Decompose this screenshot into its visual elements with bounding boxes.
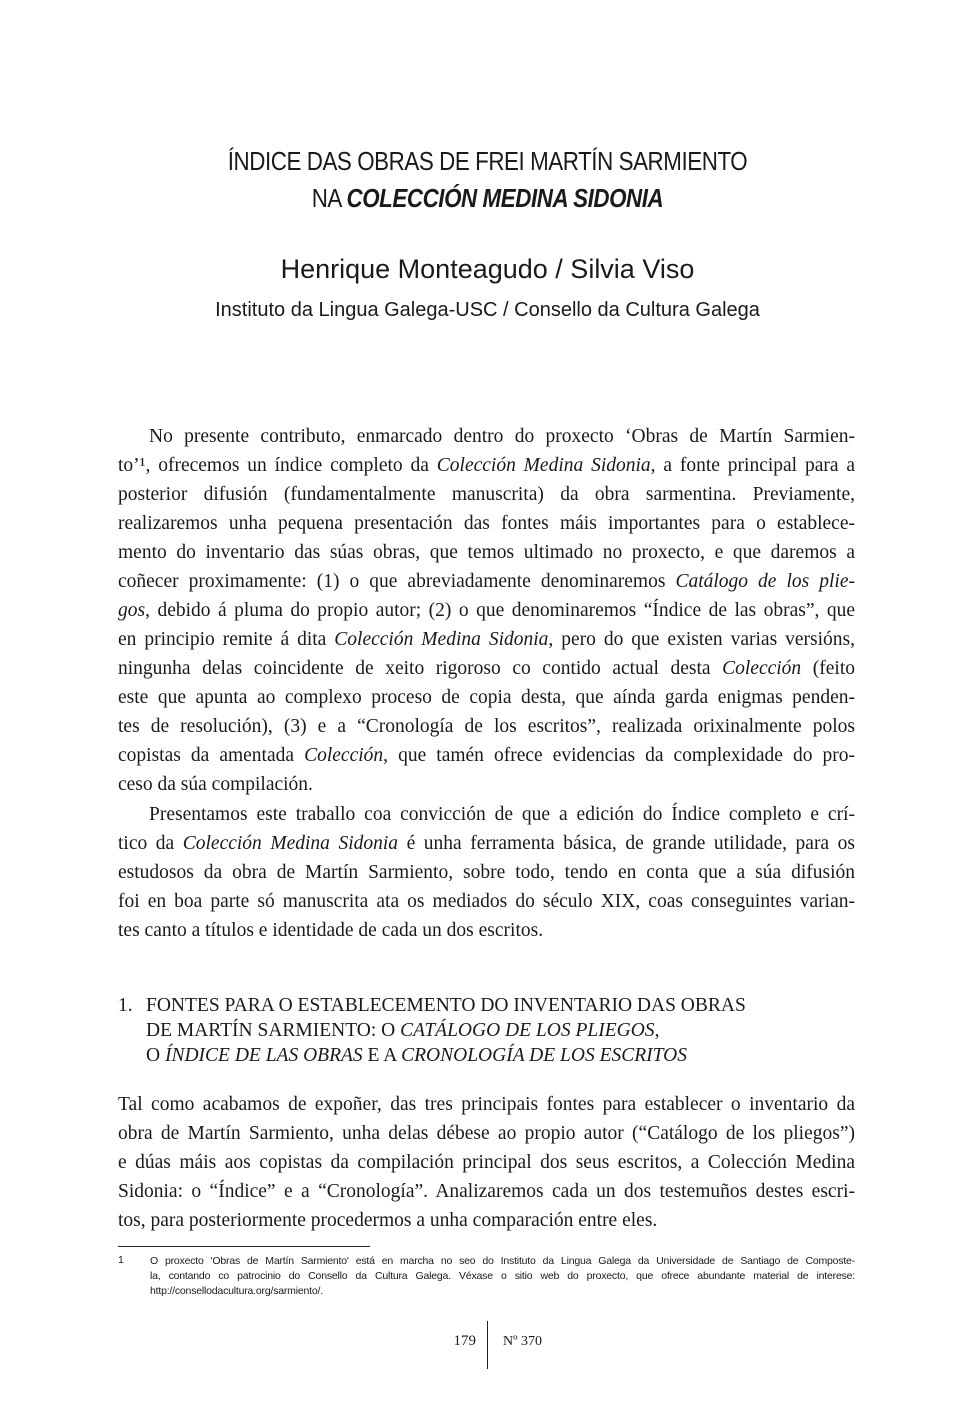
- text-run: realizaremos unha pequena presentación das fontes máis importantes para o establece-: [118, 513, 855, 534]
- paragraph-line: [118, 567, 855, 596]
- footnote-link[interactable]: http://consellodacultura.org/sarmiento/.: [150, 1285, 323, 1297]
- paragraph-line: [118, 916, 855, 945]
- text-run: E A: [362, 1045, 402, 1066]
- footnote-line: O proxecto 'Obras de Martín Sarmiento' está en marcha no seo do Instituto da Lingua Galega da Universidade de Santiago de Composte-: [150, 1255, 855, 1267]
- italic-text: ÍNDICE DE LAS OBRAS: [164, 1045, 363, 1066]
- title-line-2: [68, 183, 907, 214]
- text-run: Presentamos este traballo coa convicción de que a edición do Índice completo e crí-: [149, 804, 855, 825]
- paragraph-line: [118, 770, 855, 799]
- paragraph-line: [118, 712, 855, 741]
- section-heading-line: [146, 1043, 687, 1068]
- text-run: FONTES PARA O ESTABLECEMENTO DO INVENTARIO DAS OBRAS: [146, 995, 746, 1016]
- paragraph-line: [118, 858, 855, 887]
- authors: Henrique Monteagudo / Silvia Viso: [280, 254, 695, 284]
- paragraph-line: [118, 1148, 855, 1177]
- text-run: foi en boa parte só manuscrita ata os mediados do século XIX, coas conseguintes varian-: [118, 891, 855, 912]
- title-line-1: ÍNDICE DAS OBRAS DE FREI MARTÍN SARMIENTO: [227, 146, 748, 176]
- paragraph-line: [118, 1090, 855, 1119]
- page-number: 179: [453, 1333, 476, 1349]
- italic-text: CATÁLOGO DE LOS PLIEGOS: [400, 1020, 655, 1041]
- italic-text: CRONOLOGÍA DE LOS ESCRITOS: [401, 1045, 687, 1066]
- text-run: O: [146, 1045, 165, 1066]
- footnote-line: la, contando co patrocinio do Consello da Cultura Galega. Véxase o sitio web do proxecto, que ofrece abundante material de interese:: [150, 1270, 855, 1282]
- paragraph-line: [118, 480, 855, 509]
- text-run: obra de Martín Sarmiento, unha delas débese ao propio autor (“Catálogo de los pliegos”): [118, 1123, 855, 1144]
- text-run: tico da: [118, 833, 183, 854]
- text-run: ningunha delas coincidente de xeito rigoroso co contido actual desta: [118, 658, 723, 679]
- italic-text: Colección: [722, 658, 802, 679]
- text-run: , a fonte principal para a: [650, 455, 855, 476]
- text-run: DE MARTÍN SARMIENTO: O: [146, 1020, 401, 1041]
- text-run: estudosos da obra de Martín Sarmiento, sobre todo, tendo en conta que a súa difusión: [118, 862, 855, 883]
- text-run: este que apunta ao complexo proceso de copia desta, que aínda garda enigmas penden-: [118, 687, 855, 708]
- footnote-rule: [118, 1246, 370, 1247]
- section-heading-line: [146, 1018, 659, 1043]
- paragraph-line: [118, 625, 855, 654]
- text-run: ceso da súa compilación.: [118, 774, 313, 795]
- text-run: tes canto a títulos e identidade de cada un dos escritos.: [118, 920, 544, 941]
- italic-text: Colección: [304, 745, 384, 766]
- text-run: ,: [654, 1020, 660, 1041]
- paragraph-line: [118, 683, 855, 712]
- affiliation: Instituto da Lingua Galega-USC / Consello da Cultura Galega: [215, 299, 760, 321]
- title-italic: COLECCIÓN MEDINA SIDONIA: [346, 183, 664, 213]
- paragraph-line: [118, 538, 855, 567]
- paragraph-line: [118, 451, 855, 480]
- text-run: , debido á pluma do propio autor; (2) o que denominaremos “Índice de las obras”, que: [145, 600, 855, 621]
- text-run: to’¹, ofrecemos un índice completo da: [118, 455, 437, 476]
- italic-text: gos: [118, 600, 146, 621]
- paragraph-line: [118, 829, 855, 858]
- issue-number: Nº 370: [503, 1334, 542, 1349]
- text-run: e dúas máis aos copistas da compilación principal dos seus escritos, a Colección Medina: [118, 1152, 855, 1173]
- text-run: coñecer proximamente: (1) o que abreviadamente denominaremos: [118, 571, 676, 592]
- text-run: copistas da amentada: [118, 745, 305, 766]
- paragraph-line: [118, 887, 855, 916]
- text-run: mento do inventario das súas obras, que temos ultimado no proxecto, e que daremos a: [118, 542, 855, 563]
- text-run: posterior difusión (fundamentalmente manuscrita) da obra sarmentina. Previamente,: [118, 484, 855, 505]
- paragraph-line: [118, 654, 855, 683]
- text-run: en principio remite á dita: [118, 629, 335, 650]
- text-run: Sidonia: o “Índice” e a “Cronología”. Analizaremos cada un dos testemuños destes escri-: [118, 1181, 855, 1202]
- italic-text: Colección Medina Sidonia: [334, 629, 549, 650]
- footer-divider: [487, 1321, 488, 1369]
- text-run: é unha ferramenta básica, de grande utilidade, para os: [398, 833, 855, 854]
- paragraph-line: [118, 596, 855, 625]
- italic-text: Catálogo de los plie-: [675, 571, 855, 592]
- paragraph-line: [118, 509, 855, 538]
- text-run: No presente contributo, enmarcado dentro do proxecto ‘Obras de Martín Sarmien-: [149, 426, 855, 447]
- paragraph-line: [118, 741, 855, 770]
- text-run: (feito: [801, 658, 855, 679]
- text-run: tos, para posteriormente procedermos a unha comparación entre eles.: [118, 1210, 658, 1231]
- section-heading-line: [146, 993, 746, 1018]
- paragraph-line: [149, 422, 855, 451]
- paragraph-line: [118, 1206, 855, 1235]
- paragraph-line: [118, 1177, 855, 1206]
- footnote-marker: 1: [118, 1254, 124, 1266]
- paragraph-line: [118, 1119, 855, 1148]
- paragraph-line: [149, 800, 855, 829]
- text-run: tes de resolución), (3) e a “Cronología de los escritos”, realizada orixinalmente polos: [118, 716, 855, 737]
- text-run: , que tamén ofrece evidencias da complexidade do pro-: [383, 745, 855, 766]
- text-run: Tal como acabamos de expoñer, das tres principais fontes para establecer o inventario da: [118, 1094, 855, 1115]
- italic-text: Colección Medina Sidonia: [182, 833, 399, 854]
- title-prefix: NA: [311, 183, 347, 213]
- section-number: 1.: [118, 995, 133, 1016]
- text-run: , pero do que existen varias versións,: [548, 629, 855, 650]
- italic-text: Colección Medina Sidonia: [436, 455, 651, 476]
